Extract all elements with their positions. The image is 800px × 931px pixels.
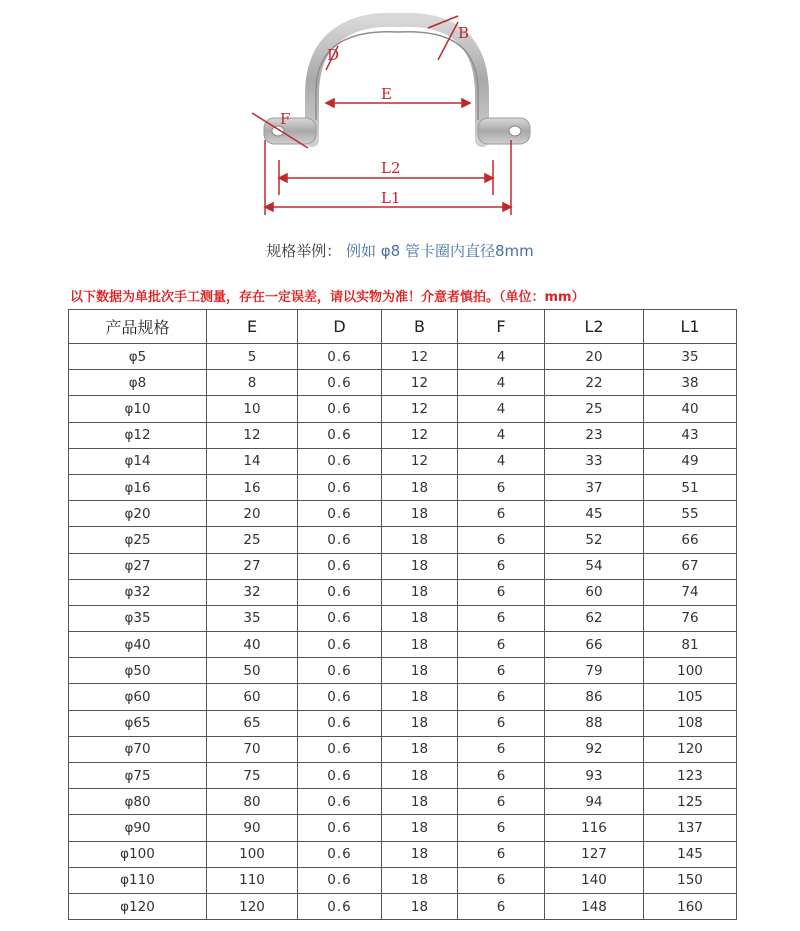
header-spec: 产品规格 [69,310,207,344]
cell-d: 0.6 [298,632,382,658]
cell-f: 6 [458,893,545,919]
cell-f: 6 [458,474,545,500]
cell-b: 12 [382,396,458,422]
cell-d: 0.6 [298,527,382,553]
cell-f: 4 [458,396,545,422]
cell-e: 14 [207,448,298,474]
table-row [69,553,737,579]
spec-table [68,309,737,920]
cell-e: 27 [207,553,298,579]
header-l2: L2 [545,310,644,344]
cell-spec: φ25 [69,527,207,553]
cell-l2: 116 [545,815,644,841]
cell-l1: 66 [644,527,737,553]
cell-spec: φ14 [69,448,207,474]
cell-b: 18 [382,605,458,631]
cell-d: 0.6 [298,815,382,841]
label-f: F [280,110,291,128]
cell-e: 120 [207,893,298,919]
label-l2: L2 [381,159,401,177]
cell-l2: 93 [545,763,644,789]
cell-l2: 25 [545,396,644,422]
cell-b: 18 [382,501,458,527]
cell-spec: φ120 [69,893,207,919]
cell-l1: 123 [644,763,737,789]
cell-b: 18 [382,632,458,658]
cell-e: 10 [207,396,298,422]
cell-spec: φ5 [69,344,207,370]
table-row [69,422,737,448]
cell-f: 6 [458,815,545,841]
cell-b: 18 [382,736,458,762]
cell-e: 65 [207,710,298,736]
cell-l1: 40 [644,396,737,422]
cell-b: 18 [382,579,458,605]
cell-d: 0.6 [298,605,382,631]
cell-f: 6 [458,763,545,789]
cell-b: 18 [382,527,458,553]
header-l1: L1 [644,310,737,344]
cell-e: 70 [207,736,298,762]
cell-b: 18 [382,893,458,919]
cell-d: 0.6 [298,474,382,500]
cell-e: 110 [207,867,298,893]
cell-spec: φ12 [69,422,207,448]
cell-l1: 137 [644,815,737,841]
cell-d: 0.6 [298,422,382,448]
pipe-clamp-diagram [0,0,800,230]
cell-e: 90 [207,815,298,841]
label-e: E [381,85,392,103]
cell-f: 6 [458,632,545,658]
cell-d: 0.6 [298,658,382,684]
cell-l1: 49 [644,448,737,474]
table-row [69,736,737,762]
cell-e: 8 [207,370,298,396]
cell-b: 12 [382,370,458,396]
example-lead: 规格举例： [266,242,342,260]
cell-l2: 140 [545,867,644,893]
cell-d: 0.6 [298,867,382,893]
cell-d: 0.6 [298,553,382,579]
cell-spec: φ35 [69,605,207,631]
cell-l2: 54 [545,553,644,579]
table-row [69,474,737,500]
table-row [69,632,737,658]
cell-e: 80 [207,789,298,815]
cell-f: 6 [458,684,545,710]
table-row [69,527,737,553]
table-header-row [69,310,737,344]
table-row [69,344,737,370]
cell-b: 18 [382,474,458,500]
cell-b: 18 [382,841,458,867]
header-b: B [382,310,458,344]
table-row [69,841,737,867]
cell-l1: 35 [644,344,737,370]
cell-spec: φ27 [69,553,207,579]
cell-b: 12 [382,422,458,448]
cell-l1: 74 [644,579,737,605]
cell-b: 18 [382,815,458,841]
cell-spec: φ100 [69,841,207,867]
cell-d: 0.6 [298,448,382,474]
cell-l2: 52 [545,527,644,553]
cell-d: 0.6 [298,736,382,762]
table-row [69,684,737,710]
cell-e: 12 [207,422,298,448]
cell-e: 5 [207,344,298,370]
cell-f: 6 [458,789,545,815]
measurement-note: 以下数据为单批次手工测量，存在一定误差，请以实物为准！介意者慎拍。（单位：mm） [70,290,585,305]
table-row [69,448,737,474]
cell-f: 6 [458,553,545,579]
cell-f: 6 [458,867,545,893]
cell-l1: 105 [644,684,737,710]
cell-spec: φ65 [69,710,207,736]
table-row [69,370,737,396]
cell-b: 18 [382,789,458,815]
cell-l1: 67 [644,553,737,579]
cell-d: 0.6 [298,370,382,396]
cell-spec: φ60 [69,684,207,710]
cell-l2: 86 [545,684,644,710]
cell-l2: 94 [545,789,644,815]
cell-e: 100 [207,841,298,867]
cell-f: 4 [458,344,545,370]
cell-spec: φ40 [69,632,207,658]
cell-l2: 33 [545,448,644,474]
cell-l1: 51 [644,474,737,500]
label-b: B [458,24,470,42]
cell-spec: φ90 [69,815,207,841]
cell-d: 0.6 [298,396,382,422]
cell-f: 6 [458,527,545,553]
cell-e: 60 [207,684,298,710]
cell-e: 40 [207,632,298,658]
cell-b: 12 [382,448,458,474]
cell-l2: 148 [545,893,644,919]
cell-l1: 81 [644,632,737,658]
table-row [69,579,737,605]
header-e: E [207,310,298,344]
cell-f: 6 [458,658,545,684]
cell-d: 0.6 [298,684,382,710]
cell-e: 25 [207,527,298,553]
cell-l1: 145 [644,841,737,867]
header-f: F [458,310,545,344]
cell-l2: 88 [545,710,644,736]
cell-b: 18 [382,867,458,893]
cell-spec: φ8 [69,370,207,396]
cell-d: 0.6 [298,893,382,919]
cell-l2: 62 [545,605,644,631]
label-d: D [327,46,340,64]
cell-spec: φ80 [69,789,207,815]
cell-f: 4 [458,422,545,448]
table-row [69,658,737,684]
cell-d: 0.6 [298,763,382,789]
table-row [69,867,737,893]
cell-l1: 38 [644,370,737,396]
cell-f: 6 [458,736,545,762]
clamp-illustration [264,20,530,144]
cell-spec: φ16 [69,474,207,500]
cell-l2: 23 [545,422,644,448]
cell-l2: 37 [545,474,644,500]
cell-l1: 108 [644,710,737,736]
cell-b: 18 [382,710,458,736]
cell-spec: φ50 [69,658,207,684]
cell-f: 6 [458,841,545,867]
cell-l2: 92 [545,736,644,762]
cell-b: 12 [382,344,458,370]
cell-e: 75 [207,763,298,789]
table-row [69,501,737,527]
cell-l2: 79 [545,658,644,684]
cell-f: 6 [458,710,545,736]
cell-spec: φ70 [69,736,207,762]
cell-e: 16 [207,474,298,500]
cell-l2: 127 [545,841,644,867]
cell-spec: φ10 [69,396,207,422]
cell-b: 18 [382,658,458,684]
table-body [69,344,737,920]
cell-d: 0.6 [298,579,382,605]
cell-spec: φ20 [69,501,207,527]
cell-spec: φ110 [69,867,207,893]
cell-l1: 100 [644,658,737,684]
cell-e: 50 [207,658,298,684]
spec-example [0,240,800,261]
cell-l2: 66 [545,632,644,658]
table-row [69,396,737,422]
cell-d: 0.6 [298,789,382,815]
table-row [69,710,737,736]
cell-l1: 55 [644,501,737,527]
example-value: 例如 φ8 管卡圈内直径8mm [346,242,534,260]
cell-d: 0.6 [298,710,382,736]
cell-l1: 120 [644,736,737,762]
label-l1: L1 [381,189,401,207]
cell-d: 0.6 [298,344,382,370]
cell-f: 6 [458,579,545,605]
cell-d: 0.6 [298,841,382,867]
cell-f: 6 [458,501,545,527]
cell-e: 32 [207,579,298,605]
cell-f: 4 [458,448,545,474]
table-row [69,789,737,815]
cell-l1: 160 [644,893,737,919]
cell-d: 0.6 [298,501,382,527]
cell-b: 18 [382,763,458,789]
cell-b: 18 [382,553,458,579]
table-row [69,815,737,841]
cell-l1: 43 [644,422,737,448]
table-row [69,605,737,631]
cell-l2: 20 [545,344,644,370]
cell-e: 35 [207,605,298,631]
cell-l1: 125 [644,789,737,815]
table-row [69,893,737,919]
table-row [69,763,737,789]
cell-l2: 22 [545,370,644,396]
cell-spec: φ32 [69,579,207,605]
cell-b: 18 [382,684,458,710]
cell-e: 20 [207,501,298,527]
cell-l1: 150 [644,867,737,893]
cell-l2: 60 [545,579,644,605]
cell-l2: 45 [545,501,644,527]
header-d: D [298,310,382,344]
cell-f: 6 [458,605,545,631]
cell-f: 4 [458,370,545,396]
cell-spec: φ75 [69,763,207,789]
cell-l1: 76 [644,605,737,631]
